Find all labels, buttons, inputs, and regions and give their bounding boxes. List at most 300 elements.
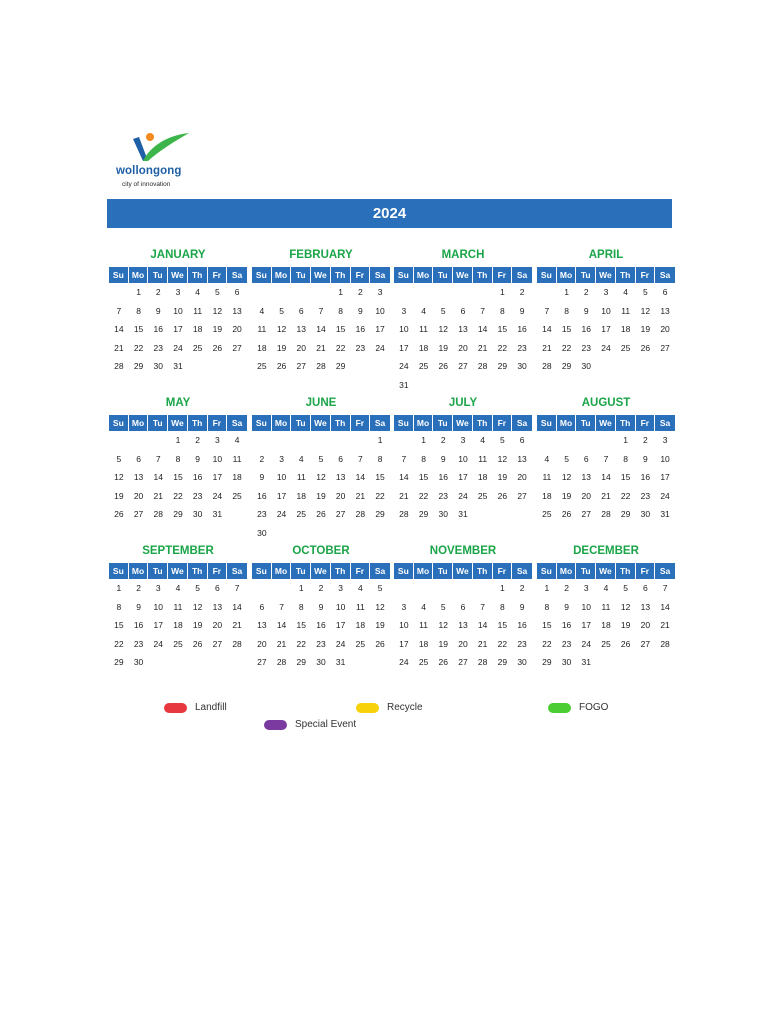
day-cell: 24 bbox=[458, 490, 468, 501]
day-cell: 16 bbox=[517, 620, 527, 630]
weekday-label: Mo bbox=[129, 415, 149, 431]
weekday-label: Mo bbox=[414, 415, 434, 431]
weekday-label: Tu bbox=[291, 563, 311, 579]
day-cell: 3 bbox=[155, 583, 161, 593]
day-cell: 14 bbox=[477, 324, 488, 334]
weekday-label: Su bbox=[252, 563, 272, 579]
day-cell: 31 bbox=[660, 509, 670, 519]
day-cell: 9 bbox=[259, 472, 265, 482]
day-cell: 29 bbox=[561, 361, 572, 371]
day-cell: 9 bbox=[519, 305, 525, 316]
day-cell: 16 bbox=[517, 324, 527, 334]
legend-swatch bbox=[356, 703, 379, 713]
day-cell: 11 bbox=[419, 620, 428, 630]
day-cell: 2 bbox=[136, 583, 141, 593]
day-cell: 3 bbox=[460, 435, 466, 445]
day-cell: 13 bbox=[212, 601, 223, 612]
month-title: APRIL bbox=[588, 249, 624, 261]
day-cell: 28 bbox=[660, 638, 670, 649]
day-grid bbox=[252, 431, 390, 545]
day-cell: 19 bbox=[212, 324, 223, 334]
day-cell: 19 bbox=[276, 342, 287, 353]
day-cell: 27 bbox=[257, 657, 267, 667]
day-cell: 4 bbox=[421, 601, 426, 612]
weekday-label: Tu bbox=[576, 415, 596, 431]
weekday-label: We bbox=[311, 415, 331, 431]
day-cell: 22 bbox=[561, 342, 572, 353]
weekday-label: Su bbox=[537, 563, 557, 579]
day-cell: 20 bbox=[296, 342, 306, 353]
weekday-label: Tu bbox=[291, 415, 311, 431]
day-cell: 14 bbox=[355, 472, 366, 482]
day-cell: 27 bbox=[133, 509, 144, 519]
weekday-label: Sa bbox=[231, 418, 243, 428]
day-cell: 13 bbox=[581, 472, 591, 482]
day-grid bbox=[537, 579, 675, 675]
weekday-label: Th bbox=[331, 415, 351, 431]
day-cell: 12 bbox=[192, 601, 203, 612]
logo-tagline: city of innovation bbox=[122, 181, 171, 188]
day-cell: 12 bbox=[316, 472, 326, 482]
day-cell: 18 bbox=[257, 342, 267, 353]
weekday-label: Fr bbox=[208, 563, 228, 579]
day-cell: 31 bbox=[173, 361, 183, 371]
month-december bbox=[537, 544, 675, 675]
day-cell: 2 bbox=[583, 287, 589, 297]
month-title: MARCH bbox=[441, 249, 485, 261]
day-cell: 30 bbox=[640, 509, 651, 519]
day-cell: 19 bbox=[114, 490, 124, 501]
day-cell: 13 bbox=[133, 472, 144, 482]
day-cell: 26 bbox=[212, 342, 223, 353]
day-cell: 26 bbox=[640, 342, 651, 353]
legend-item bbox=[548, 702, 608, 713]
day-cell: 9 bbox=[519, 601, 525, 612]
day-cell: 3 bbox=[175, 287, 181, 297]
day-blank bbox=[291, 286, 311, 305]
day-cell: 7 bbox=[318, 305, 324, 316]
day-blank bbox=[537, 434, 557, 453]
weekday-label: Su bbox=[252, 267, 272, 283]
weekday-label: Th bbox=[188, 415, 208, 431]
day-cell: 21 bbox=[114, 342, 124, 353]
day-cell: 15 bbox=[561, 324, 572, 334]
day-cell: 31 bbox=[581, 657, 591, 667]
day-cell: 18 bbox=[296, 490, 306, 501]
day-blank bbox=[291, 434, 311, 453]
legend-label: Recycle bbox=[387, 702, 423, 713]
day-cell: 29 bbox=[542, 657, 552, 667]
day-cell: 5 bbox=[215, 287, 220, 297]
day-blank bbox=[394, 434, 414, 453]
day-cell: 12 bbox=[497, 453, 508, 464]
day-cell: 1 bbox=[564, 287, 569, 297]
day-cell: 20 bbox=[257, 638, 267, 649]
day-cell: 27 bbox=[212, 638, 223, 649]
day-cell: 22 bbox=[114, 638, 124, 649]
day-cell: 17 bbox=[212, 472, 223, 482]
weekday-label: We bbox=[311, 563, 331, 579]
day-cell: 15 bbox=[542, 620, 552, 630]
day-cell: 23 bbox=[257, 509, 267, 519]
weekday-label: Mo bbox=[557, 415, 577, 431]
month-title: DECEMBER bbox=[573, 545, 639, 557]
day-cell: 22 bbox=[542, 638, 552, 649]
weekday-label: Th bbox=[473, 563, 493, 579]
weekday-label: Fr bbox=[493, 415, 513, 431]
month-title: SEPTEMBER bbox=[142, 545, 214, 557]
day-cell: 13 bbox=[335, 472, 346, 482]
day-cell: 22 bbox=[335, 342, 346, 353]
day-blank bbox=[576, 434, 596, 453]
weekday-header bbox=[537, 563, 675, 579]
day-cell: 6 bbox=[234, 287, 240, 297]
day-cell: 20 bbox=[232, 324, 242, 334]
day-cell: 29 bbox=[296, 657, 306, 667]
weekday-label: Sa bbox=[231, 566, 243, 576]
day-cell: 25 bbox=[232, 490, 242, 501]
weekday-label: We bbox=[453, 415, 473, 431]
day-cell: 9 bbox=[195, 453, 201, 464]
day-cell: 16 bbox=[581, 324, 591, 334]
day-cell: 16 bbox=[153, 324, 163, 334]
day-cell: 6 bbox=[215, 583, 220, 593]
weekday-label: Fr bbox=[493, 563, 513, 579]
day-cell: 23 bbox=[355, 342, 366, 353]
day-cell: 6 bbox=[662, 287, 668, 297]
day-cell: 17 bbox=[375, 324, 385, 334]
day-cell: 2 bbox=[564, 583, 569, 593]
weekday-label: We bbox=[596, 415, 616, 431]
day-grid bbox=[394, 579, 532, 675]
day-cell: 21 bbox=[276, 638, 287, 649]
day-cell: 19 bbox=[438, 638, 448, 649]
weekday-label: Tu bbox=[576, 267, 596, 283]
day-cell: 13 bbox=[660, 305, 670, 316]
day-cell: 17 bbox=[581, 620, 591, 630]
day-cell: 23 bbox=[153, 342, 163, 353]
day-cell: 14 bbox=[114, 324, 124, 334]
day-blank bbox=[129, 434, 149, 453]
day-cell: 5 bbox=[377, 583, 383, 593]
day-cell: 1 bbox=[298, 583, 304, 593]
day-cell: 3 bbox=[603, 287, 609, 297]
weekday-label: Tu bbox=[148, 267, 168, 283]
day-cell: 2 bbox=[519, 287, 525, 297]
weekday-label: Su bbox=[109, 415, 129, 431]
day-blank bbox=[272, 286, 292, 305]
day-cell: 1 bbox=[623, 435, 629, 445]
day-cell: 12 bbox=[561, 472, 572, 482]
day-cell: 15 bbox=[133, 324, 144, 334]
day-cell: 5 bbox=[564, 453, 569, 464]
weekday-label: Tu bbox=[433, 267, 453, 283]
day-cell: 10 bbox=[458, 453, 468, 464]
day-cell: 7 bbox=[116, 305, 122, 316]
day-cell: 3 bbox=[377, 287, 383, 297]
day-blank bbox=[414, 286, 434, 305]
day-cell: 28 bbox=[316, 361, 326, 371]
weekday-label: Th bbox=[188, 563, 208, 579]
day-blank bbox=[596, 434, 616, 453]
day-cell: 30 bbox=[316, 657, 326, 667]
weekday-label: We bbox=[453, 563, 473, 579]
weekday-label: Su bbox=[394, 563, 414, 579]
day-cell: 8 bbox=[298, 601, 304, 612]
day-cell: 17 bbox=[601, 324, 611, 334]
day-cell: 11 bbox=[296, 472, 306, 482]
month-september bbox=[109, 544, 247, 675]
day-cell: 29 bbox=[375, 509, 385, 519]
day-cell: 20 bbox=[133, 490, 144, 501]
day-cell: 28 bbox=[542, 361, 552, 371]
day-cell: 24 bbox=[212, 490, 223, 501]
weekday-label: Mo bbox=[557, 267, 577, 283]
weekday-label: Mo bbox=[272, 267, 292, 283]
day-cell: 28 bbox=[355, 509, 366, 519]
day-cell: 26 bbox=[497, 490, 508, 501]
day-cell: 6 bbox=[519, 435, 525, 445]
day-cell: 16 bbox=[640, 472, 651, 482]
day-cell: 10 bbox=[660, 453, 670, 464]
day-cell: 21 bbox=[316, 342, 326, 353]
weekday-label: Th bbox=[331, 267, 351, 283]
weekday-label: Tu bbox=[433, 563, 453, 579]
day-cell: 12 bbox=[276, 324, 287, 334]
day-cell: 21 bbox=[153, 490, 163, 501]
day-cell: 22 bbox=[418, 490, 429, 501]
day-cell: 18 bbox=[601, 620, 611, 630]
day-cell: 18 bbox=[192, 324, 203, 334]
day-blank bbox=[109, 286, 129, 305]
day-cell: 23 bbox=[561, 638, 572, 649]
day-cell: 2 bbox=[519, 583, 525, 593]
day-cell: 8 bbox=[175, 453, 181, 464]
day-cell: 16 bbox=[316, 620, 326, 630]
day-grid bbox=[394, 283, 532, 397]
day-cell: 2 bbox=[155, 287, 161, 297]
day-cell: 23 bbox=[438, 490, 448, 501]
day-cell: 2 bbox=[440, 435, 446, 445]
day-cell: 23 bbox=[133, 638, 144, 649]
day-cell: 16 bbox=[438, 472, 448, 482]
weekday-label: Fr bbox=[208, 267, 228, 283]
day-cell: 18 bbox=[173, 620, 183, 630]
weekday-label: Th bbox=[473, 415, 493, 431]
day-cell: 15 bbox=[114, 620, 124, 630]
weekday-label: Su bbox=[537, 415, 557, 431]
day-cell: 24 bbox=[399, 361, 409, 371]
day-cell: 18 bbox=[355, 620, 366, 630]
day-cell: 4 bbox=[358, 583, 363, 593]
month-title: JULY bbox=[448, 397, 478, 409]
day-cell: 3 bbox=[401, 305, 407, 316]
weekday-label: Sa bbox=[374, 566, 386, 576]
day-cell: 16 bbox=[355, 324, 366, 334]
day-cell: 8 bbox=[421, 453, 426, 464]
day-cell: 30 bbox=[153, 361, 163, 371]
day-cell: 25 bbox=[477, 490, 488, 501]
day-cell: 5 bbox=[623, 583, 629, 593]
weekday-label: We bbox=[168, 267, 188, 283]
day-cell: 14 bbox=[660, 601, 670, 612]
day-cell: 26 bbox=[438, 657, 448, 667]
day-cell: 6 bbox=[460, 601, 466, 612]
day-cell: 26 bbox=[620, 638, 631, 649]
day-cell: 4 bbox=[421, 305, 426, 316]
day-blank bbox=[351, 434, 371, 453]
day-cell: 10 bbox=[335, 601, 346, 612]
day-cell: 13 bbox=[517, 453, 527, 464]
day-cell: 7 bbox=[544, 305, 550, 316]
day-cell: 20 bbox=[458, 638, 468, 649]
day-cell: 1 bbox=[338, 287, 344, 297]
day-blank bbox=[252, 286, 272, 305]
weekday-header bbox=[109, 563, 247, 579]
month-title: AUGUST bbox=[581, 397, 631, 409]
day-cell: 19 bbox=[316, 490, 326, 501]
day-cell: 13 bbox=[458, 620, 468, 630]
day-cell: 30 bbox=[133, 657, 144, 667]
day-blank bbox=[311, 434, 331, 453]
day-cell: 5 bbox=[643, 287, 648, 297]
weekday-header bbox=[394, 267, 532, 283]
day-cell: 2 bbox=[195, 435, 201, 445]
day-cell: 18 bbox=[232, 472, 242, 482]
weekday-label: Th bbox=[616, 267, 636, 283]
weekday-label: Sa bbox=[231, 270, 243, 280]
legend-item bbox=[356, 702, 423, 713]
legend-item bbox=[164, 702, 227, 713]
weekday-label: Mo bbox=[414, 563, 434, 579]
day-cell: 10 bbox=[153, 601, 163, 612]
day-cell: 24 bbox=[173, 342, 183, 353]
day-blank bbox=[473, 286, 493, 305]
day-cell: 2 bbox=[358, 287, 363, 297]
day-cell: 16 bbox=[257, 490, 267, 501]
day-cell: 14 bbox=[399, 472, 409, 482]
day-cell: 28 bbox=[114, 361, 124, 371]
day-cell: 10 bbox=[375, 305, 385, 316]
month-march bbox=[394, 248, 532, 397]
day-cell: 16 bbox=[133, 620, 144, 630]
day-cell: 11 bbox=[601, 601, 611, 612]
day-cell: 9 bbox=[358, 305, 363, 316]
legend-label: Special Event bbox=[295, 719, 357, 730]
weekday-label: Th bbox=[616, 563, 636, 579]
weekday-label: Su bbox=[394, 415, 414, 431]
day-cell: 29 bbox=[620, 509, 631, 519]
day-cell: 11 bbox=[478, 453, 488, 464]
day-cell: 10 bbox=[399, 324, 409, 334]
day-cell: 18 bbox=[418, 342, 429, 353]
day-cell: 20 bbox=[581, 490, 591, 501]
day-cell: 14 bbox=[316, 324, 326, 334]
day-cell: 16 bbox=[192, 472, 203, 482]
day-cell: 14 bbox=[153, 472, 163, 482]
day-cell: 21 bbox=[601, 490, 611, 501]
day-grid bbox=[252, 579, 390, 675]
day-cell: 14 bbox=[232, 601, 242, 612]
day-cell: 21 bbox=[477, 638, 488, 649]
day-cell: 29 bbox=[133, 361, 144, 371]
month-title: FEBRUARY bbox=[289, 249, 353, 261]
month-title: NOVEMBER bbox=[429, 545, 497, 557]
day-blank bbox=[433, 286, 453, 305]
month-august bbox=[537, 396, 675, 527]
day-cell: 22 bbox=[133, 342, 144, 353]
day-cell: 9 bbox=[440, 453, 446, 464]
day-grid bbox=[109, 579, 247, 675]
day-cell: 13 bbox=[640, 601, 651, 612]
weekday-label: Th bbox=[473, 267, 493, 283]
day-cell: 31 bbox=[458, 509, 468, 519]
day-grid bbox=[252, 283, 390, 379]
day-cell: 15 bbox=[497, 324, 508, 334]
weekday-label: Sa bbox=[374, 418, 386, 428]
weekday-label: Mo bbox=[272, 563, 292, 579]
month-february bbox=[252, 248, 390, 379]
month-october bbox=[252, 544, 390, 675]
day-cell: 29 bbox=[335, 361, 346, 371]
day-cell: 25 bbox=[257, 361, 267, 371]
day-cell: 22 bbox=[296, 638, 306, 649]
day-cell: 9 bbox=[318, 601, 324, 612]
year-title: 2024 bbox=[372, 205, 407, 222]
day-cell: 13 bbox=[458, 324, 468, 334]
day-grid bbox=[109, 431, 247, 527]
day-cell: 11 bbox=[173, 601, 183, 612]
weekday-label: We bbox=[596, 267, 616, 283]
weekday-label: Su bbox=[109, 267, 129, 283]
day-cell: 4 bbox=[544, 453, 550, 464]
day-cell: 3 bbox=[338, 583, 344, 593]
day-cell: 3 bbox=[279, 453, 284, 464]
weekday-label: Fr bbox=[208, 415, 228, 431]
day-cell: 28 bbox=[276, 657, 287, 667]
day-cell: 17 bbox=[399, 638, 409, 649]
day-cell: 3 bbox=[662, 435, 668, 445]
legend-item bbox=[264, 719, 356, 730]
weekday-header bbox=[394, 415, 532, 431]
day-blank bbox=[537, 286, 557, 305]
day-cell: 5 bbox=[440, 305, 446, 316]
day-cell: 19 bbox=[438, 342, 448, 353]
day-blank bbox=[252, 434, 272, 453]
weekday-label: Sa bbox=[659, 270, 671, 280]
day-cell: 23 bbox=[581, 342, 591, 353]
day-cell: 15 bbox=[418, 472, 429, 482]
day-cell: 12 bbox=[438, 620, 448, 630]
day-cell: 25 bbox=[296, 509, 306, 519]
day-cell: 7 bbox=[155, 453, 161, 464]
day-cell: 12 bbox=[620, 601, 631, 612]
day-cell: 17 bbox=[458, 472, 468, 482]
month-title: OCTOBER bbox=[292, 545, 350, 557]
day-cell: 5 bbox=[500, 435, 505, 445]
day-cell: 19 bbox=[620, 620, 631, 630]
day-cell: 12 bbox=[114, 472, 124, 482]
day-cell: 17 bbox=[399, 342, 409, 353]
day-cell: 10 bbox=[581, 601, 591, 612]
day-cell: 26 bbox=[276, 361, 287, 371]
day-cell: 5 bbox=[440, 601, 446, 612]
day-cell: 26 bbox=[561, 509, 572, 519]
day-cell: 26 bbox=[375, 638, 385, 649]
day-cell: 17 bbox=[335, 620, 346, 630]
month-title: JANUARY bbox=[150, 249, 206, 261]
day-cell: 27 bbox=[517, 490, 527, 501]
